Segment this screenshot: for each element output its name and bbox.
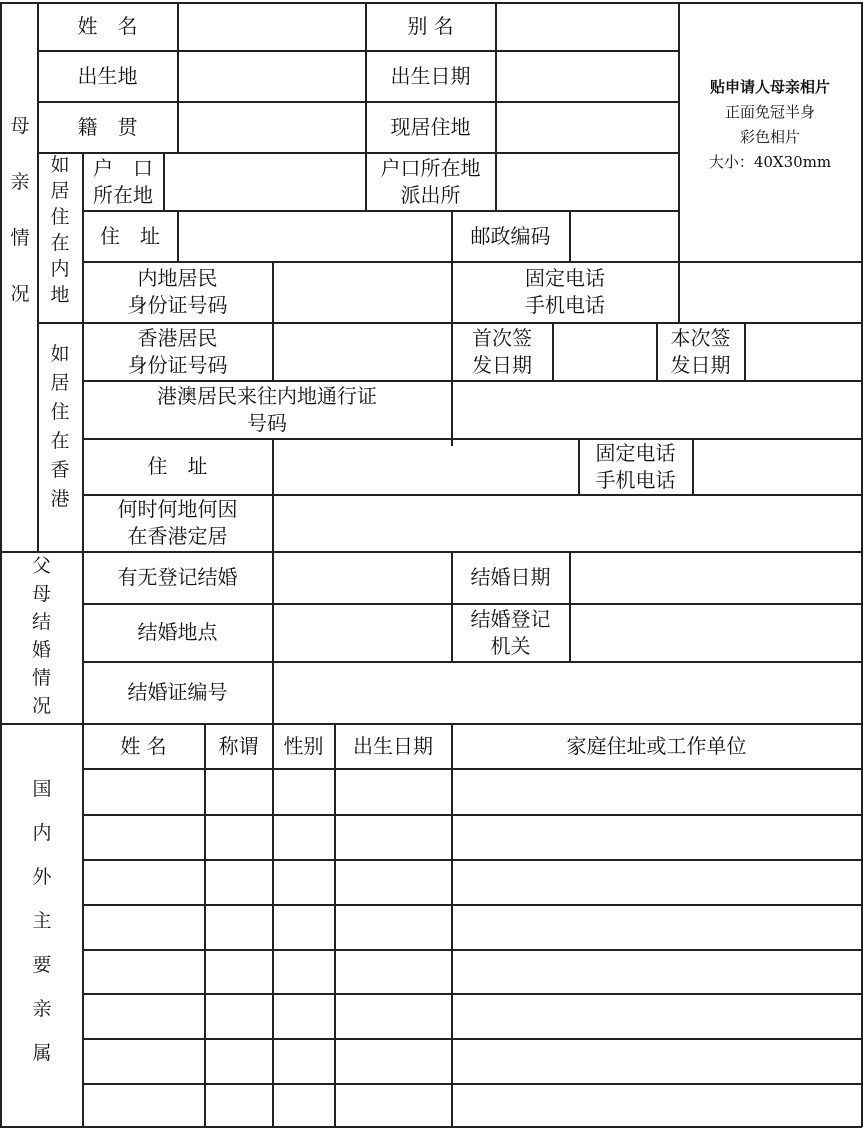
birthdate-field[interactable] [496, 51, 678, 101]
postcode-field[interactable] [570, 211, 678, 261]
this-issue-date-field[interactable] [745, 323, 861, 380]
hk-phone-field[interactable] [693, 439, 861, 494]
relatives-header-gender: 性别 [283, 733, 324, 758]
hukou-location-label: 户 口 所在地 [93, 155, 153, 207]
this-issue-date-label: 本次签 发日期 [670, 325, 731, 377]
table-row[interactable] [82, 950, 862, 993]
current-residence-field[interactable] [496, 102, 678, 152]
certificate-number-label: 结婚证编号 [127, 680, 228, 704]
hk-address-field[interactable] [273, 439, 578, 494]
mainland-address-field[interactable] [178, 211, 451, 261]
mother-section-title: 母 亲 情 况 [10, 115, 30, 305]
table-row[interactable] [82, 860, 862, 904]
registered-field[interactable] [273, 552, 451, 603]
hk-address-label: 住 址 [147, 454, 208, 478]
hongkong-group-label: 如 居 住 在 香 港 [50, 343, 70, 510]
settle-reason-field[interactable] [273, 495, 861, 551]
relatives-header-name: 姓 名 [120, 733, 167, 758]
name-field[interactable] [178, 3, 365, 50]
marriage-section-title: 父 母 结 婚 情 况 [32, 555, 52, 717]
relatives-section-title: 国 内 外 主 要 亲 属 [32, 778, 52, 1064]
mainland-phone-field[interactable] [679, 262, 861, 322]
registry-office-field[interactable] [570, 604, 861, 661]
mainland-address-label: 住 址 [100, 223, 160, 248]
table-row[interactable] [82, 905, 862, 949]
native-place-label: 籍 贯 [77, 114, 138, 139]
table-row[interactable] [82, 994, 862, 1038]
mainland-id-label: 内地居民 身份证号码 [127, 266, 228, 317]
hk-id-field[interactable] [273, 323, 451, 380]
mainland-phone-label: 固定电话 手机电话 [525, 266, 605, 317]
hk-phone-label: 固定电话 手机电话 [595, 440, 676, 492]
hukou-location-field[interactable] [164, 153, 365, 210]
mainland-group-label: 如 居 住 在 内 地 [50, 154, 70, 306]
photo-title: 贴申请人母亲相片 [709, 78, 830, 96]
marriage-place-field[interactable] [273, 604, 451, 661]
photo-placeholder[interactable] [679, 3, 861, 261]
table-row[interactable] [82, 1039, 862, 1083]
hk-id-label: 香港居民 身份证号码 [127, 325, 228, 377]
alias-field[interactable] [496, 3, 678, 50]
native-place-field[interactable] [178, 102, 365, 152]
birthdate-label: 出生日期 [390, 63, 471, 88]
name-label: 姓 名 [77, 14, 138, 38]
birthplace-field[interactable] [178, 51, 365, 101]
table-row[interactable] [82, 769, 862, 814]
marriage-date-label: 结婚日期 [470, 565, 551, 589]
permit-number-label: 港澳居民来往内地通行证 号码 [157, 383, 377, 435]
settle-reason-label: 何时何地何因 在香港定居 [117, 497, 238, 548]
relatives-header-birthdate: 出生日期 [353, 733, 433, 758]
postcode-label: 邮政编码 [470, 223, 551, 248]
marriage-place-label: 结婚地点 [137, 620, 218, 644]
table-row[interactable] [82, 1084, 862, 1126]
current-residence-label: 现居住地 [390, 114, 471, 139]
hukou-police-label: 户口所在地 派出所 [380, 155, 481, 207]
first-issue-date-label: 首次签 发日期 [472, 325, 532, 377]
rule [0, 1126, 862, 1128]
rule [0, 2, 2, 1127]
birthplace-label: 出生地 [77, 63, 138, 88]
photo-size: 大小：40X30mm [708, 153, 832, 171]
relatives-header-title: 称谓 [218, 733, 259, 758]
photo-line2: 彩色相片 [739, 128, 800, 146]
registry-office-label: 结婚登记 机关 [470, 606, 551, 658]
photo-line1: 正面免冠半身 [724, 103, 815, 121]
registered-label: 有无登记结婚 [117, 565, 238, 589]
relatives-header-address: 家庭住址或工作单位 [566, 733, 747, 758]
hukou-police-field[interactable] [496, 153, 678, 210]
first-issue-date-field[interactable] [553, 323, 656, 380]
alias-label: 别 名 [407, 14, 454, 38]
mainland-id-field[interactable] [273, 262, 451, 322]
marriage-date-field[interactable] [570, 552, 861, 603]
permit-number-field[interactable] [452, 381, 861, 438]
certificate-number-field[interactable] [273, 662, 861, 723]
table-row[interactable] [82, 815, 862, 859]
